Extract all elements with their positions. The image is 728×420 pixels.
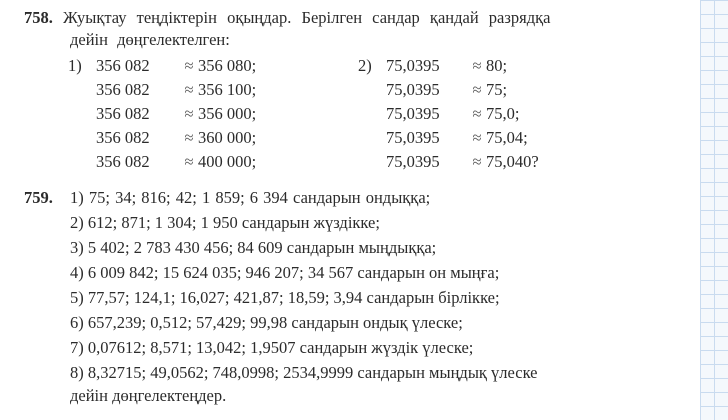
eq-row — [358, 102, 539, 126]
approx-sign: ≈ — [472, 80, 482, 99]
problem-758-left-column — [68, 54, 256, 174]
list-item: 5) 77,57; 124,1; 16,027; 421,87; 18,59; 3,94 сандарын бірлікке; — [70, 288, 500, 307]
eq-rhs: 356 000; — [198, 104, 257, 123]
eq-rhs: 75; — [486, 80, 508, 99]
approx-sign: ≈ — [184, 152, 194, 171]
approx-sign: ≈ — [184, 128, 194, 147]
eq-rhs: 400 000; — [198, 152, 257, 171]
eq-lhs: 75,0395 — [386, 152, 440, 171]
approx-sign: ≈ — [472, 152, 482, 171]
problem-758-text-cont: дейін дөңгелектелген: — [70, 30, 230, 49]
eq-lhs: 75,0395 — [386, 104, 440, 123]
eq-rhs: 80; — [486, 56, 508, 75]
list-item: 8) 8,32715; 49,0562; 748,0998; 2534,9999 сандарын мыңдық үлеске — [70, 363, 538, 382]
eq-row — [68, 78, 256, 102]
eq-row — [68, 54, 256, 78]
approx-sign: ≈ — [184, 104, 194, 123]
problem-759-number-text: 759. — [24, 188, 53, 207]
eq-rhs: 75,040? — [486, 152, 539, 171]
eq-rhs: 360 000; — [198, 128, 257, 147]
eq-rhs: 356 100; — [198, 80, 257, 99]
eq-rhs: 75,04; — [486, 128, 528, 147]
eq-rhs: 356 080; — [198, 56, 257, 75]
eq-lhs: 356 082 — [96, 128, 150, 147]
list-item: 2) 612; 871; 1 304; 1 950 сандарын жүздікке; — [70, 213, 380, 232]
eq-row — [68, 150, 256, 174]
eq-row — [68, 126, 256, 150]
eq-row — [358, 78, 539, 102]
eq-row — [68, 102, 256, 126]
eq-lhs: 356 082 — [96, 80, 150, 99]
eq-lhs: 356 082 — [96, 56, 150, 75]
approx-sign: ≈ — [184, 80, 194, 99]
problem-758-number: 758. — [24, 8, 53, 27]
eq-lhs: 75,0395 — [386, 80, 440, 99]
eq-rhs: 75,0; — [486, 104, 520, 123]
list-item-continuation: дейін дөңгелектеңдер. — [70, 386, 227, 405]
problem-759-number — [24, 188, 53, 208]
approx-sign: ≈ — [472, 128, 482, 147]
sub-label: 2) — [358, 56, 372, 75]
approx-sign: ≈ — [184, 56, 194, 75]
eq-lhs: 75,0395 — [386, 128, 440, 147]
graph-paper-margin — [700, 0, 728, 420]
approx-sign: ≈ — [472, 104, 482, 123]
problem-758-line2 — [70, 30, 230, 50]
list-item: 4) 6 009 842; 15 624 035; 946 207; 34 567 сандарын он мыңға; — [70, 263, 500, 282]
eq-row — [358, 54, 539, 78]
sub-label: 1) — [68, 56, 82, 75]
problem-758-text: Жуықтау теңдіктерін оқыңдар. Берілген сандар қандай разрядқа — [63, 8, 551, 27]
list-item: 6) 657,239; 0,512; 57,429; 99,98 сандарын ондық үлеске; — [70, 313, 463, 332]
list-item: 1) 75; 34; 816; 42; 1 859; 6 394 сандарын ондыққа; — [70, 188, 431, 207]
list-item: 7) 0,07612; 8,571; 13,042; 1,9507 сандарын жүздік үлеске; — [70, 338, 474, 357]
eq-row — [358, 150, 539, 174]
eq-row — [358, 126, 539, 150]
problem-758-line1 — [24, 8, 550, 28]
eq-lhs: 356 082 — [96, 152, 150, 171]
problem-758-right-column — [358, 54, 539, 174]
approx-sign: ≈ — [472, 56, 482, 75]
list-item: 3) 5 402; 2 783 430 456; 84 609 сандарын мыңдыққа; — [70, 238, 437, 257]
eq-lhs: 75,0395 — [386, 56, 440, 75]
eq-lhs: 356 082 — [96, 104, 150, 123]
